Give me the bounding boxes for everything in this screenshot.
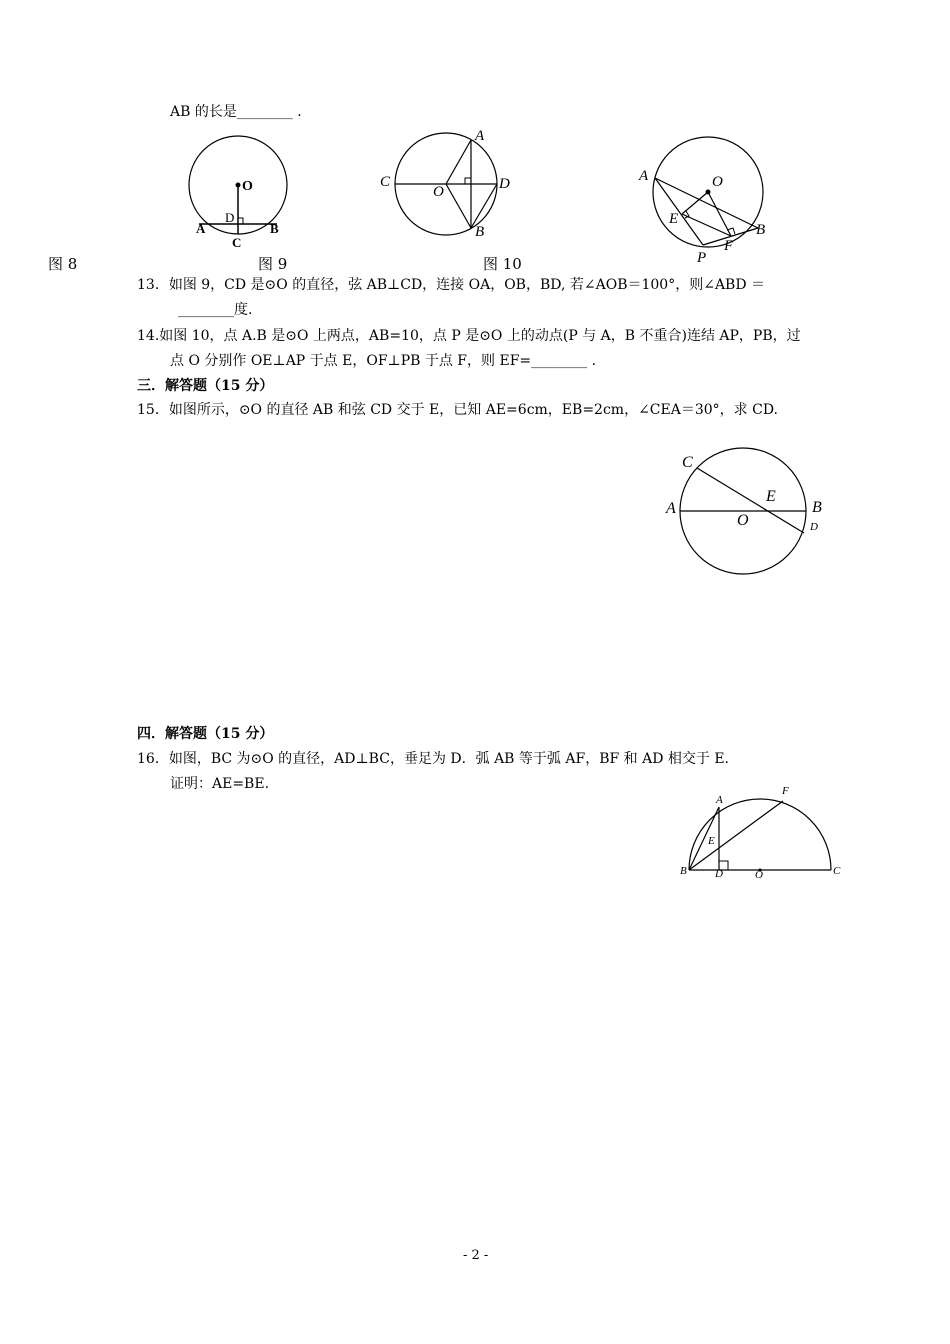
caption-figure-10: 图 10 — [483, 255, 522, 273]
fig10-label-a: A — [639, 168, 649, 184]
fig8-label-c: C — [232, 235, 242, 250]
question-16-line-2: 证明：AE=BE. — [170, 776, 270, 792]
figure-9 — [375, 128, 525, 243]
section-4-heading: 四．解答题（15 分） — [137, 726, 274, 742]
fig16-label-f: F — [782, 785, 789, 797]
fig10-label-p: P — [697, 250, 707, 266]
top-answer-line: AB 的长是________ . — [170, 104, 302, 120]
question-16-line-1: 16．如图，BC 为⊙O 的直径，AD⊥BC，垂足为 D．弧 AB 等于弧 AF，BF 和 AD 相交于 E. — [137, 751, 729, 767]
fig9-label-d: D — [499, 176, 510, 192]
fig8-label-b: B — [270, 221, 279, 236]
section-3-heading: 三．解答题（15 分） — [137, 378, 274, 394]
figure-8 — [180, 132, 290, 252]
fig9-label-a: A — [475, 128, 485, 144]
fig10-label-e: E — [669, 211, 679, 227]
figure-10 — [635, 132, 785, 267]
fig10-label-f: F — [724, 238, 734, 254]
fig16-label-d: D — [715, 868, 723, 880]
fig9-label-b: B — [475, 224, 485, 240]
fig10-label-o: O — [712, 174, 723, 190]
question-13-line-1: 13．如图 9，CD 是⊙O 的直径，弦 AB⊥CD，连接 OA，OB，BD, 若∠AOB＝100°，则∠ABD ＝ — [137, 277, 766, 293]
question-13-line-2: ________度. — [178, 302, 253, 318]
fig8-label-a: A — [196, 221, 206, 236]
fig16-label-a: A — [716, 794, 723, 806]
figure-15 — [660, 445, 830, 580]
question-14-line-1: 14.如图 10，点 A.B 是⊙O 上两点，AB=10，点 P 是⊙O 上的动点(P 与 A，B 不重合)连结 AP，PB，过 — [137, 328, 801, 344]
fig9-label-o: O — [433, 184, 444, 200]
question-15: 15．如图所示，⊙O 的直径 AB 和弦 CD 交于 E，已知 AE=6cm，EB=2cm，∠CEA＝30°，求 CD. — [137, 402, 778, 418]
fig15-label-d: D — [810, 521, 818, 533]
fig16-label-o: O — [755, 869, 763, 881]
fig8-label-o: O — [242, 179, 253, 194]
fig15-label-a: A — [666, 500, 676, 517]
figure-16 — [675, 782, 845, 882]
question-14-line-2: 点 O 分别作 OE⊥AP 于点 E，OF⊥PB 于点 F，则 EF=________ . — [170, 353, 597, 369]
fig16-label-e: E — [708, 835, 715, 847]
fig15-label-b: B — [812, 499, 822, 516]
fig16-label-c: C — [833, 865, 841, 877]
fig9-label-c: C — [380, 174, 391, 190]
fig15-label-o: O — [737, 512, 749, 529]
page-number: - 2 - — [463, 1248, 489, 1263]
caption-figure-8: 图 8 — [48, 255, 78, 273]
fig8-label-d: D — [225, 210, 235, 225]
fig10-label-b: B — [756, 222, 766, 238]
fig15-label-e: E — [766, 488, 776, 505]
caption-figure-9: 图 9 — [258, 255, 288, 273]
fig16-label-b: B — [680, 865, 687, 877]
fig15-label-c: C — [682, 454, 693, 471]
